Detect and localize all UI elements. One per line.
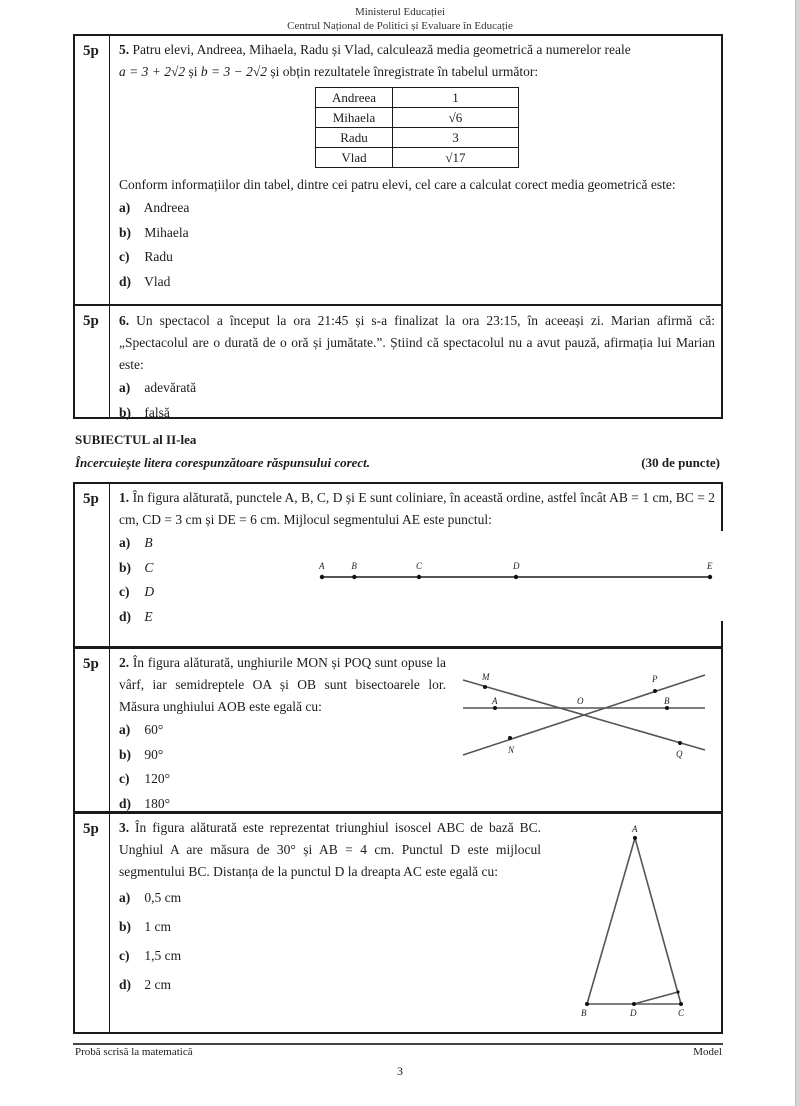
- q5-option-b[interactable]: [119, 221, 715, 246]
- student-result: 1: [393, 88, 519, 108]
- q6-option-a[interactable]: [119, 376, 715, 401]
- q5-option-c[interactable]: [119, 245, 715, 270]
- points-divider: [109, 649, 110, 811]
- vertical-angles-figure: [455, 660, 715, 760]
- footer-left: Probă scrisă la matematică: [75, 1046, 193, 1058]
- label-b: B: [351, 561, 357, 571]
- option-text: E: [144, 608, 153, 624]
- q6-content: [119, 310, 715, 425]
- student-result: √6: [393, 108, 519, 128]
- option-text: 2 cm: [144, 977, 171, 992]
- student-name: Vlad: [316, 148, 393, 168]
- q5-text-line: [119, 39, 715, 61]
- table-row: [316, 148, 519, 168]
- label-a: A: [632, 824, 638, 834]
- option-letter: d): [119, 795, 132, 811]
- option-text: 0,5 cm: [144, 890, 182, 905]
- point-b: [665, 706, 669, 710]
- triangle-abc: [587, 838, 681, 1004]
- student-name: Mihaela: [316, 108, 393, 128]
- label-a: A: [319, 561, 325, 571]
- label-e: E: [707, 561, 713, 571]
- q6-text-line: [119, 310, 715, 376]
- option-letter: c): [119, 584, 130, 599]
- label-o: O: [577, 696, 584, 706]
- footer-right: Model: [693, 1046, 722, 1058]
- q6-option-b[interactable]: [119, 401, 715, 426]
- q5-content: [119, 39, 715, 294]
- option-text: B: [144, 535, 153, 550]
- isosceles-triangle-figure: [570, 820, 700, 1020]
- q3-option-d[interactable]: [119, 970, 541, 999]
- label-b: B: [581, 1008, 587, 1018]
- foot-of-perpendicular: [676, 990, 679, 993]
- q1-text: În figura alăturată, punctele A, B, C, D și E sunt coliniare, în această ordine, astfel încât AB = 1 cm, BC = 2 cm, CD = 3 cm și DE = 6 cm. Mijlocul segmentului AE este punctul:: [119, 490, 716, 527]
- q3-option-c[interactable]: [119, 941, 541, 970]
- q6-number: 6.: [119, 313, 130, 328]
- point-a: [633, 836, 637, 840]
- results-table: [315, 87, 519, 168]
- label-a: A: [492, 696, 498, 706]
- option-text: Radu: [144, 249, 173, 264]
- q3-text: În figura alăturată este reprezentat triunghiul isoscel ABC de bază BC. Unghiul A are măsura de 30° și AB = 4 cm. Punctul D este mijlocul segmentului BC. Distanța de la punctul D la dreapta AC este egală cu:: [119, 820, 541, 879]
- point-a: [320, 575, 324, 579]
- point-m: [483, 685, 487, 689]
- option-letter: d): [119, 977, 132, 992]
- option-letter: c): [119, 771, 130, 786]
- points-divider: [109, 814, 110, 1032]
- option-text: 90°: [144, 746, 164, 762]
- page-number: 3: [397, 1064, 403, 1078]
- q2-number: 2.: [119, 655, 130, 670]
- option-letter: a): [119, 380, 131, 395]
- point-p: [653, 689, 657, 693]
- q5-text2: și obțin rezultatele înregistrate în tabelul următor:: [270, 64, 539, 79]
- option-text: 1,5 cm: [144, 948, 182, 963]
- q1-number: 1.: [119, 490, 130, 505]
- point-b: [352, 575, 356, 579]
- option-text: Vlad: [144, 273, 171, 289]
- q5-option-a[interactable]: [119, 196, 715, 221]
- student-result: 3: [393, 128, 519, 148]
- point-d: [632, 1002, 636, 1006]
- label-m: M: [482, 672, 490, 682]
- point-b: [585, 1002, 589, 1006]
- point-n: [508, 736, 512, 740]
- label-c: C: [416, 561, 423, 571]
- option-letter: c): [119, 948, 130, 963]
- point-c: [417, 575, 421, 579]
- q5-question: Conform informațiilor din tabel, dintre cei patru elevi, cel care a calculat corect media geometrică este:: [119, 177, 676, 192]
- header-ministry: Ministerul Educației: [354, 6, 446, 18]
- q1-option-d[interactable]: [119, 605, 715, 630]
- option-letter: b): [119, 224, 132, 240]
- option-letter: a): [119, 890, 131, 905]
- q3-option-b[interactable]: [119, 912, 541, 941]
- option-text: 60°: [144, 722, 164, 737]
- label-b: B: [664, 696, 670, 706]
- collinear-points-figure: [300, 550, 730, 590]
- line-np: [463, 675, 705, 755]
- q5-text: Patru elevi, Andreea, Mihaela, Radu și Vlad, calculează media geometrică a numerelor reale: [132, 42, 631, 57]
- q2-text: În figura alăturată, unghiurile MON și POQ sunt opuse la vârf, iar semidreptele OA și OB sunt bisectoarele lor. Măsura unghiului AOB este egală cu:: [119, 655, 446, 714]
- option-letter: b): [119, 559, 132, 575]
- formula-a: a = 3 + 2√2: [119, 64, 186, 79]
- label-n: N: [508, 745, 515, 755]
- point-q: [678, 741, 682, 745]
- subject2-instruction: Încercuiește litera corespunzătoare răspunsului corect.: [75, 455, 371, 470]
- q2-option-b[interactable]: [119, 743, 446, 768]
- q3-content: [119, 817, 541, 999]
- formula-b: b = 3 − 2√2: [200, 64, 268, 79]
- option-letter: a): [119, 535, 131, 550]
- option-letter: a): [119, 200, 131, 215]
- table-row: [316, 128, 519, 148]
- point-d: [514, 575, 518, 579]
- option-text: 120°: [144, 771, 171, 786]
- label-q: Q: [676, 749, 683, 759]
- q5-number: 5.: [119, 42, 130, 57]
- option-text: Mihaela: [144, 224, 189, 240]
- q6-text: Un spectacol a început la ora 21:45 și s-a finalizat la ora 23:15, în aceeași zi. Marian afirmă că: „Spectacolul are o durată de o oră și jumătate.”. Știind că spectacolul nu a avut pauză, afirmația lui Marian este:: [119, 313, 715, 372]
- q5-option-d[interactable]: [119, 270, 715, 295]
- subject2-title: SUBIECTUL al II-lea: [75, 432, 197, 447]
- student-result: √17: [393, 148, 519, 168]
- q2-option-c[interactable]: [119, 767, 446, 792]
- and-word: și: [188, 64, 198, 79]
- q5-points: 5p: [83, 43, 99, 59]
- student-name: Radu: [316, 128, 393, 148]
- point-a: [493, 706, 497, 710]
- option-text: 180°: [144, 795, 171, 811]
- q1-text-line: [119, 487, 715, 531]
- label-d: D: [513, 561, 520, 571]
- points-divider: [109, 36, 110, 417]
- option-letter: c): [119, 249, 130, 264]
- subject1-box: [73, 34, 723, 419]
- q3-option-a[interactable]: [119, 883, 541, 912]
- option-text: falsă: [144, 404, 170, 420]
- header-center: Centrul Național de Politici și Evaluare în Educație: [287, 20, 513, 32]
- question-separator: [75, 304, 721, 306]
- label-c: C: [678, 1008, 685, 1018]
- scrollbar[interactable]: [795, 0, 800, 1106]
- option-letter: d): [119, 608, 132, 624]
- option-letter: b): [119, 746, 132, 762]
- q3-points: 5p: [83, 821, 99, 837]
- table-row: [316, 88, 519, 108]
- option-letter: d): [119, 273, 132, 289]
- option-letter: b): [119, 404, 132, 420]
- point-c: [679, 1002, 683, 1006]
- q2-text-line: [119, 652, 446, 718]
- q2-points: 5p: [83, 656, 99, 672]
- footer-rule: [73, 1043, 723, 1045]
- q6-points: 5p: [83, 313, 99, 329]
- q1-points: 5p: [83, 491, 99, 507]
- option-text: adevărată: [144, 380, 197, 395]
- q3-number: 3.: [119, 820, 130, 835]
- option-text: C: [144, 559, 154, 575]
- student-name: Andreea: [316, 88, 393, 108]
- label-p: P: [652, 674, 658, 684]
- option-text: D: [144, 584, 155, 599]
- option-text: Andreea: [143, 200, 190, 215]
- option-letter: b): [119, 919, 132, 934]
- q2-option-a[interactable]: [119, 718, 446, 743]
- perpendicular-d-ac: [634, 992, 678, 1004]
- option-text: 1 cm: [144, 919, 171, 934]
- table-row: [316, 108, 519, 128]
- q2-content: [119, 652, 446, 816]
- subject2-points: (30 de puncte): [641, 455, 720, 470]
- label-d: D: [630, 1008, 637, 1018]
- option-letter: a): [119, 722, 131, 737]
- q5-formula-line: [119, 61, 715, 83]
- point-e: [708, 575, 712, 579]
- q3-text-line: [119, 817, 541, 883]
- points-divider: [109, 484, 110, 646]
